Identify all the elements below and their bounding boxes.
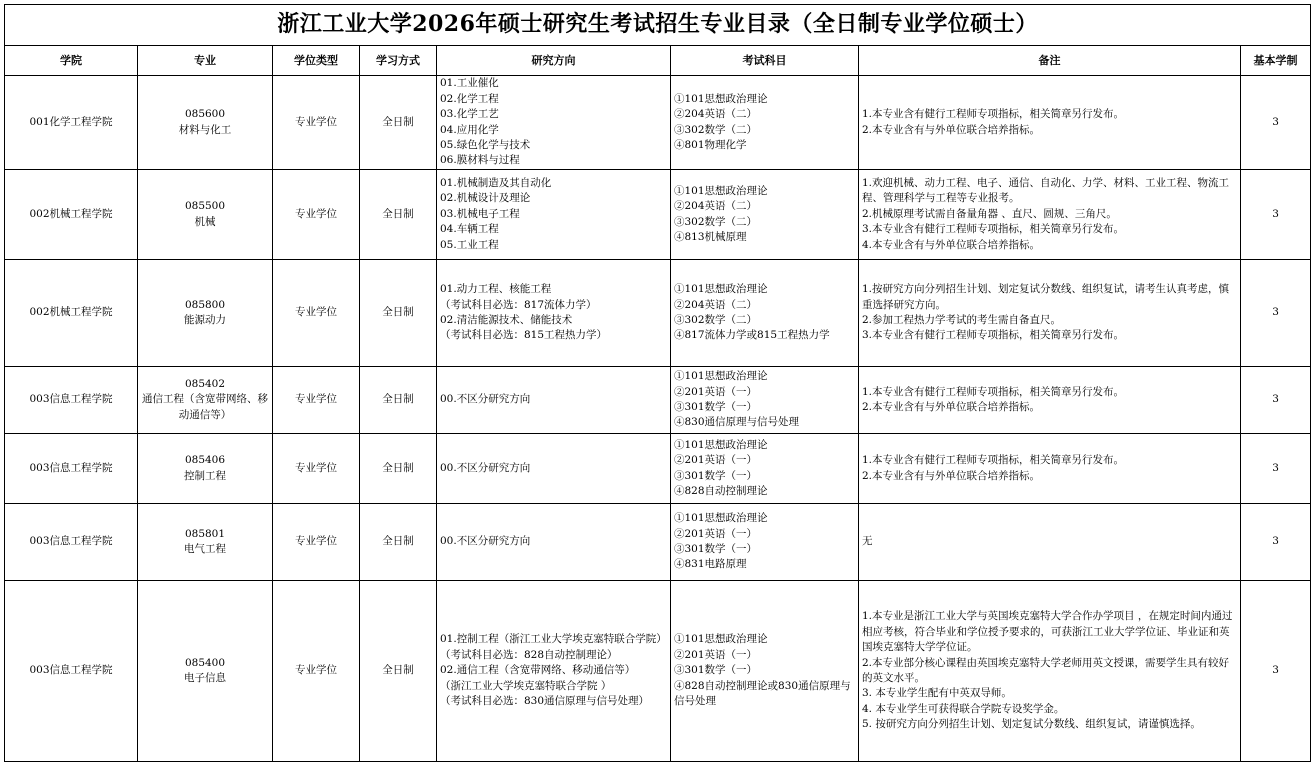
major-code: 085801 (184, 527, 226, 540)
note-line: 1.本专业是浙江工业大学与英国埃克塞特大学合作办学项目 ，在规定时间内通过相应考核，符合毕业和学位授予要求的，可获浙江工业大学学位证、毕业证和英国埃克塞特大学学位证。 (862, 610, 1233, 654)
table-row (5, 367, 1311, 434)
research-direction-cell (437, 260, 671, 367)
degree-type-cell: 专业学位 (273, 260, 360, 367)
header-degree-type: 学位类型 (273, 46, 360, 76)
subject-line: ②201英语（一） (674, 527, 758, 540)
subject-line: ③301数学（一） (674, 401, 758, 413)
research-direction-cell (437, 504, 671, 581)
major-name: 电子信息 (184, 672, 226, 684)
duration-cell: 3 (1241, 434, 1311, 504)
header-duration: 基本学制 (1241, 46, 1311, 76)
major-code: 085500 (184, 200, 226, 213)
direction-line: （考试科目必选：828自动控制理论） (440, 648, 618, 661)
note-line: 2.本专业含有与外单位联合培养指标。 (862, 401, 1041, 413)
direction-line: 04.应用化学 (440, 123, 499, 136)
duration-cell: 3 (1241, 76, 1311, 170)
subject-line: ①101思想政治理论 (674, 370, 768, 383)
catalog-table (4, 4, 1311, 762)
direction-line: 04.车辆工程 (440, 223, 499, 236)
notes-cell (859, 76, 1241, 170)
major-cell (138, 504, 273, 581)
page-title: 浙江工业大学2026年硕士研究生考试招生专业目录（全日制专业学位硕士） (5, 5, 1311, 46)
header-row (5, 46, 1311, 76)
note-line: 2.本专业部分核心课程由英国埃克塞特大学老师用英文授课，需要学生具有较好的英文水平。 (862, 656, 1230, 684)
table-row (5, 581, 1311, 762)
degree-type-cell: 专业学位 (273, 367, 360, 434)
direction-line: （考试科目必选：830通信原理与信号处理） (440, 695, 650, 708)
exam-subjects-cell (671, 504, 859, 581)
college-cell: 001化学工程学院 (5, 76, 138, 170)
subject-line: ③301数学（一） (674, 469, 758, 482)
note-line: 3.本专业含有健行工程师专项指标，相关简章另行发布。 (862, 329, 1125, 342)
subject-line: ①101思想政治理论 (674, 283, 768, 296)
study-mode-cell: 全日制 (360, 504, 437, 581)
title-row (5, 5, 1311, 46)
college-cell: 003信息工程学院 (5, 504, 138, 581)
direction-line: 00.不区分研究方向 (440, 393, 531, 406)
subject-line: ①101思想政治理论 (674, 184, 768, 197)
major-code: 085600 (184, 108, 226, 121)
major-cell (138, 260, 273, 367)
catalog-sheet (4, 4, 1310, 762)
notes-cell (859, 367, 1241, 434)
notes-cell (859, 504, 1241, 581)
college-cell: 003信息工程学院 (5, 367, 138, 434)
degree-type-cell: 专业学位 (273, 170, 360, 260)
major-name: 机械 (194, 215, 216, 228)
direction-line: 03.机械电子工程 (440, 207, 520, 220)
subject-line: ②201英语（一） (674, 454, 758, 467)
major-name: 通信工程（含宽带网络、移动通信等） (142, 393, 268, 421)
research-direction-cell (437, 76, 671, 170)
note-line: 无 (862, 535, 873, 548)
direction-line: 05.工业工程 (440, 238, 499, 251)
direction-line: （考试科目必选：815工程热力学） (440, 329, 608, 342)
direction-line: 02.通信工程（含宽带网络、移动通信等） (440, 664, 636, 677)
subject-line: ②204英语（二） (674, 108, 758, 121)
subject-line: ②204英语（二） (674, 200, 758, 213)
major-cell (138, 170, 273, 260)
header-exam-subjects: 考试科目 (671, 46, 859, 76)
subject-line: ④828自动控制理论或830通信原理与信号处理 (674, 679, 851, 708)
duration-cell: 3 (1241, 367, 1311, 434)
subject-line: ③302数学（二） (674, 123, 758, 136)
note-line: 2.参加工程热力学考试的考生需自备直尺。 (862, 314, 1062, 326)
table-row (5, 504, 1311, 581)
table-row (5, 170, 1311, 260)
note-line: 1.按研究方向分列招生计划、划定复试分数线、组织复试，请考生认真考虑，慎重选择研究方向。 (862, 283, 1230, 311)
direction-line: 01.工业催化 (440, 77, 499, 90)
note-line: 3.本专业含有健行工程师专项指标，相关简章另行发布。 (862, 223, 1125, 236)
subject-line: ①101思想政治理论 (674, 438, 768, 451)
study-mode-cell: 全日制 (360, 367, 437, 434)
subject-line: ④828自动控制理论 (674, 484, 768, 497)
header-research-direction: 研究方向 (437, 46, 671, 76)
subject-line: ④831电路原理 (674, 558, 747, 571)
direction-line: （浙江工业大学埃克塞特联合学院 ） (440, 679, 612, 692)
note-line: 1.欢迎机械、动力工程、电子、通信、自动化、力学、材料、工业工程、物流工程、管理科学与工程等专业报考。 (862, 176, 1230, 205)
major-name: 控制工程 (184, 469, 226, 482)
note-line: 1.本专业含有健行工程师专项指标，相关简章另行发布。 (862, 454, 1125, 467)
study-mode-cell: 全日制 (360, 170, 437, 260)
table-row (5, 260, 1311, 367)
direction-line: 02.机械设计及理论 (440, 192, 531, 205)
subject-line: ③302数学（二） (674, 215, 758, 228)
direction-line: 01.机械制造及其自动化 (440, 176, 552, 189)
major-name: 电气工程 (184, 543, 226, 555)
direction-line: 06.膜材料与过程 (440, 154, 520, 167)
degree-type-cell: 专业学位 (273, 434, 360, 504)
direction-line: 02.化学工程 (440, 92, 499, 105)
header-college: 学院 (5, 46, 138, 76)
duration-cell: 3 (1241, 170, 1311, 260)
college-cell: 002机械工程学院 (5, 260, 138, 367)
subject-line: ④813机械原理 (674, 230, 747, 243)
subject-line: ③301数学（一） (674, 664, 758, 677)
major-name: 能源动力 (184, 314, 226, 326)
note-line: 2.机械原理考试需自备量角器 、直尺、圆规、三角尺。 (862, 207, 1117, 220)
exam-subjects-cell (671, 260, 859, 367)
research-direction-cell (437, 367, 671, 434)
subject-line: ④817流体力学或815工程热力学 (674, 329, 830, 342)
major-name: 材料与化工 (178, 123, 232, 136)
research-direction-cell (437, 434, 671, 504)
direction-line: 01.动力工程、核能工程 (440, 283, 552, 296)
direction-line: 05.绿色化学与技术 (440, 138, 531, 151)
notes-cell (859, 434, 1241, 504)
subject-line: ①101思想政治理论 (674, 633, 768, 646)
duration-cell: 3 (1241, 260, 1311, 367)
subject-line: ④801物理化学 (674, 138, 747, 151)
direction-line: 03.化学工艺 (440, 108, 499, 121)
note-line: 1.本专业含有健行工程师专项指标，相关简章另行发布。 (862, 385, 1125, 398)
exam-subjects-cell (671, 170, 859, 260)
major-cell (138, 434, 273, 504)
degree-type-cell: 专业学位 (273, 76, 360, 170)
college-cell: 003信息工程学院 (5, 434, 138, 504)
subject-line: ①101思想政治理论 (674, 92, 768, 105)
table-body (5, 5, 1311, 762)
college-cell: 003信息工程学院 (5, 581, 138, 762)
note-line: 4. 本专业学生可获得联合学院专设奖学金。 (862, 702, 1065, 715)
duration-cell: 3 (1241, 504, 1311, 581)
note-line: 3. 本专业学生配有中英双导师。 (862, 687, 1012, 700)
subject-line: ③301数学（一） (674, 543, 758, 555)
subject-line: ②201英语（一） (674, 385, 758, 398)
study-mode-cell: 全日制 (360, 434, 437, 504)
note-line: 4.本专业含有与外单位联合培养指标。 (862, 238, 1041, 251)
study-mode-cell: 全日制 (360, 260, 437, 367)
duration-cell: 3 (1241, 581, 1311, 762)
direction-line: 00.不区分研究方向 (440, 461, 531, 474)
exam-subjects-cell (671, 76, 859, 170)
header-study-mode: 学习方式 (360, 46, 437, 76)
direction-line: 00.不区分研究方向 (440, 535, 531, 548)
subject-line: ②204英语（二） (674, 298, 758, 311)
table-row (5, 434, 1311, 504)
subject-line: ④830通信原理与信号处理 (674, 416, 800, 429)
major-cell (138, 367, 273, 434)
college-cell: 002机械工程学院 (5, 170, 138, 260)
notes-cell (859, 260, 1241, 367)
direction-line: 02.清洁能源技术、储能技术 (440, 314, 573, 326)
study-mode-cell: 全日制 (360, 581, 437, 762)
major-code: 085402 (184, 377, 226, 390)
major-cell (138, 581, 273, 762)
header-notes: 备注 (859, 46, 1241, 76)
notes-cell (859, 170, 1241, 260)
subject-line: ③302数学（二） (674, 314, 758, 326)
research-direction-cell (437, 581, 671, 762)
exam-subjects-cell (671, 581, 859, 762)
header-major: 专业 (138, 46, 273, 76)
major-cell (138, 76, 273, 170)
note-line: 2.本专业含有与外单位联合培养指标。 (862, 469, 1041, 482)
major-code: 085400 (184, 656, 226, 669)
research-direction-cell (437, 170, 671, 260)
note-line: 5. 按研究方向分列招生计划、划定复试分数线、组织复试，请谨慎选择。 (862, 718, 1201, 731)
major-code: 085406 (184, 454, 226, 467)
subject-line: ①101思想政治理论 (674, 512, 768, 525)
degree-type-cell: 专业学位 (273, 581, 360, 762)
major-code: 085800 (184, 298, 226, 311)
subject-line: ②201英语（一） (674, 648, 758, 661)
table-row (5, 76, 1311, 170)
study-mode-cell: 全日制 (360, 76, 437, 170)
direction-line: 01.控制工程（浙江工业大学埃克塞特联合学院） (440, 633, 667, 646)
note-line: 2.本专业含有与外单位联合培养指标。 (862, 123, 1041, 136)
exam-subjects-cell (671, 434, 859, 504)
exam-subjects-cell (671, 367, 859, 434)
direction-line: （考试科目必选：817流体力学） (440, 298, 597, 311)
note-line: 1.本专业含有健行工程师专项指标，相关简章另行发布。 (862, 108, 1125, 121)
degree-type-cell: 专业学位 (273, 504, 360, 581)
notes-cell (859, 581, 1241, 762)
